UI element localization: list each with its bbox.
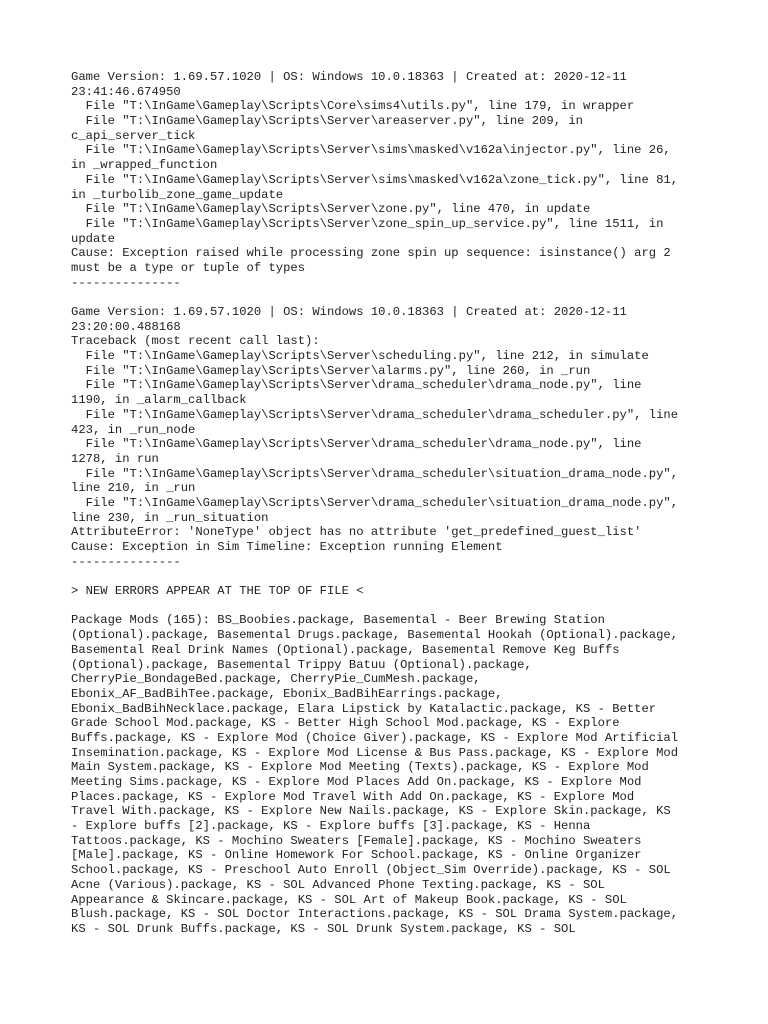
log-line: Insemination.package, KS - Explore Mod License & Bus Pass.package, KS - Explore Mod bbox=[71, 745, 679, 760]
log-line: > NEW ERRORS APPEAR AT THE TOP OF FILE < bbox=[71, 584, 364, 599]
log-line: Appearance & Skincare.package, KS - SOL Art of Makeup Book.package, KS - SOL bbox=[71, 892, 627, 907]
log-line: File "T:\InGame\Gameplay\Scripts\Server\zone_spin_up_service.py", line 1511, in bbox=[71, 216, 664, 231]
log-line: 1278, in run bbox=[71, 451, 159, 466]
log-line: Cause: Exception in Sim Timeline: Exception running Element bbox=[71, 540, 503, 554]
log-line: School.package, KS - Preschool Auto Enroll (Object_Sim Override).package, KS - SOL bbox=[71, 863, 671, 878]
log-line: File "T:\InGame\Gameplay\Scripts\Server\sims\masked\v162a\zone_tick.py", line 81, bbox=[71, 172, 679, 187]
log-line: Game Version: 1.69.57.1020 | OS: Windows 10.0.18363 | Created at: 2020-12-11 bbox=[71, 305, 627, 319]
blank-line bbox=[71, 569, 731, 584]
log-line: line 210, in _run bbox=[71, 481, 196, 496]
log-line: File "T:\InGame\Gameplay\Scripts\Server\sims\masked\v162a\injector.py", line 26, bbox=[71, 143, 671, 158]
log-line: [Male].package, KS - Online Homework For School.package, KS - Online Organizer bbox=[71, 848, 642, 863]
log-line: CherryPie_BondageBed.package, CherryPie_CumMesh.package, bbox=[71, 672, 481, 687]
log-line: 23:41:46.674950 bbox=[71, 84, 181, 99]
log-line: must be a type or tuple of types bbox=[71, 260, 306, 275]
log-line: File "T:\InGame\Gameplay\Scripts\Server\alarms.py", line 260, in _run bbox=[71, 363, 591, 378]
log-line: 1190, in _alarm_callback bbox=[71, 393, 247, 408]
log-line: Ebonix_BadBihNecklace.package, Elara Lipstick by Katalactic.package, KS - Better bbox=[71, 701, 657, 716]
log-line: Basemental Real Drink Names (Optional).package, Basemental Remove Keg Buffs bbox=[71, 642, 620, 657]
log-line: in _wrapped_function bbox=[71, 158, 218, 173]
log-line: KS - SOL Drunk Buffs.package, KS - SOL Drunk System.package, KS - SOL bbox=[71, 921, 576, 936]
log-line: Tattoos.package, KS - Mochino Sweaters [Female].package, KS - Mochino Sweaters bbox=[71, 833, 642, 848]
log-line: 23:20:00.488168 bbox=[71, 319, 181, 334]
log-line: File "T:\InGame\Gameplay\Scripts\Server\areaserver.py", line 209, in bbox=[71, 114, 583, 129]
log-line: File "T:\InGame\Gameplay\Scripts\Server\drama_scheduler\situation_drama_node.py", bbox=[71, 466, 679, 481]
log-line: Places.package, KS - Explore Mod Travel With Add On.package, KS - Explore Mod bbox=[71, 789, 635, 804]
log-line: Travel With.package, KS - Explore New Nails.package, KS - Explore Skin.package, KS bbox=[71, 804, 671, 819]
log-line: Acne (Various).package, KS - SOL Advanced Phone Texting.package, KS - SOL bbox=[71, 877, 605, 892]
log-line: File "T:\InGame\Gameplay\Scripts\Server\zone.py", line 470, in update bbox=[71, 202, 591, 217]
log-line: File "T:\InGame\Gameplay\Scripts\Server\drama_scheduler\situation_drama_node.py", bbox=[71, 495, 679, 510]
log-line: --------------- bbox=[71, 554, 181, 569]
log-line: AttributeError: 'NoneType' object has no attribute 'get_predefined_guest_list' bbox=[71, 525, 642, 540]
log-line: Meeting Sims.package, KS - Explore Mod Places Add On.package, KS - Explore Mod bbox=[71, 775, 642, 789]
log-line: Ebonix_AF_BadBihTee.package, Ebonix_BadBihEarrings.package, bbox=[71, 686, 503, 701]
log-line: File "T:\InGame\Gameplay\Scripts\Server\drama_scheduler\drama_scheduler.py", line bbox=[71, 407, 679, 422]
log-line: Cause: Exception raised while processing zone spin up sequence: isinstance() arg 2 bbox=[71, 246, 671, 261]
log-line: --------------- bbox=[71, 275, 181, 290]
log-line: update bbox=[71, 231, 115, 246]
log-line: File "T:\InGame\Gameplay\Scripts\Server\scheduling.py", line 212, in simulate bbox=[71, 349, 649, 364]
log-line: File "T:\InGame\Gameplay\Scripts\Server\drama_scheduler\drama_node.py", line bbox=[71, 437, 642, 452]
log-line: c_api_server_tick bbox=[71, 128, 196, 143]
log-line: Traceback (most recent call last): bbox=[71, 334, 320, 349]
blank-line bbox=[71, 599, 731, 614]
log-line: (Optional).package, Basemental Trippy Batuu (Optional).package, bbox=[71, 657, 532, 672]
log-line: (Optional).package, Basemental Drugs.package, Basemental Hookah (Optional).package, bbox=[71, 628, 679, 643]
log-line: 423, in _run_node bbox=[71, 422, 196, 437]
log-line: Grade School Mod.package, KS - Better High School Mod.package, KS - Explore bbox=[71, 716, 620, 731]
log-line: - Explore buffs [2].package, KS - Explore buffs [3].package, KS - Henna bbox=[71, 819, 591, 834]
log-line: in _turbolib_zone_game_update bbox=[71, 187, 284, 202]
log-document bbox=[71, 70, 731, 937]
log-line: File "T:\InGame\Gameplay\Scripts\Core\sims4\utils.py", line 179, in wrapper bbox=[71, 99, 635, 114]
log-line: Main System.package, KS - Explore Mod Meeting (Texts).package, KS - Explore Mod bbox=[71, 760, 649, 775]
log-line: Buffs.package, KS - Explore Mod (Choice Giver).package, KS - Explore Mod Artificial bbox=[71, 730, 679, 745]
log-line: File "T:\InGame\Gameplay\Scripts\Server\drama_scheduler\drama_node.py", line bbox=[71, 378, 642, 393]
log-line: Blush.package, KS - SOL Doctor Interactions.package, KS - SOL Drama System.package, bbox=[71, 907, 679, 922]
log-line: Package Mods (165): BS_Boobies.package, Basemental - Beer Brewing Station bbox=[71, 613, 605, 628]
log-line: line 230, in _run_situation bbox=[71, 510, 269, 525]
log-line: Game Version: 1.69.57.1020 | OS: Windows 10.0.18363 | Created at: 2020-12-11 bbox=[71, 70, 627, 84]
blank-line bbox=[71, 290, 731, 305]
